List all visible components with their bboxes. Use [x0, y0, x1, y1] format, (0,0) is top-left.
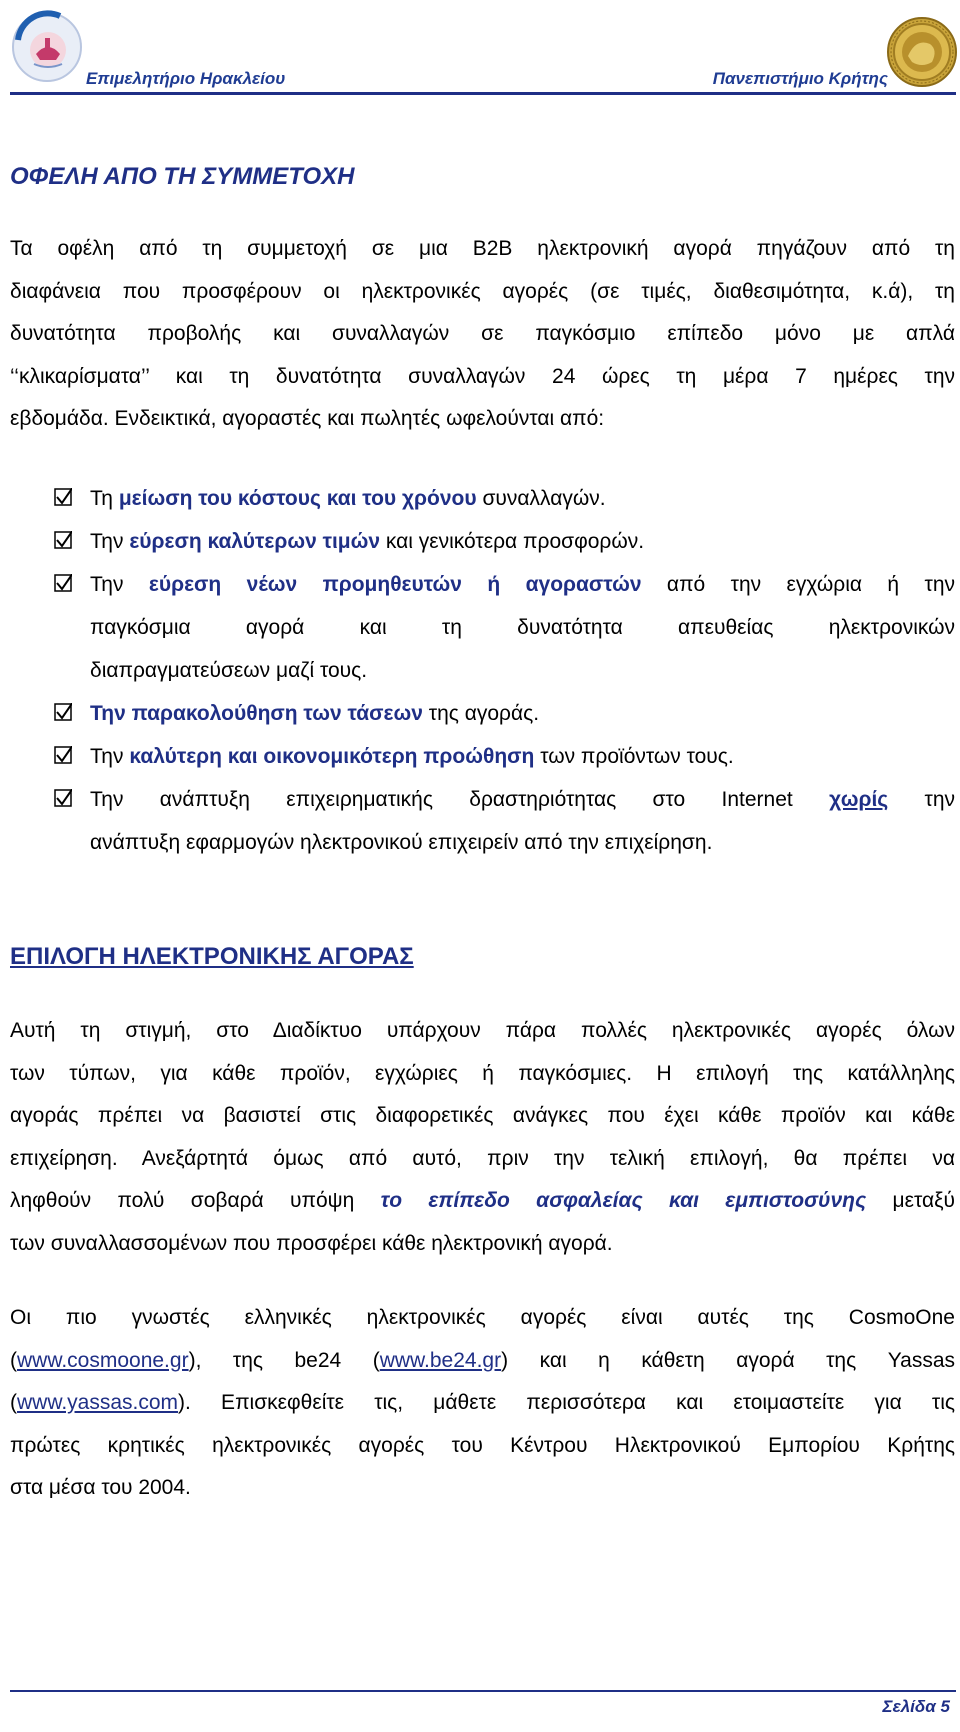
- bullet-text: Την: [90, 530, 130, 553]
- paragraph-text: ). Επισκεφθείτε τις, μάθετε περισσότερα και ετοιμαστείτε για τις: [178, 1391, 955, 1414]
- checkbox-checked-icon: [54, 574, 72, 592]
- paragraph-text: ληφθούν πολύ σοβαρά υπόψη: [10, 1189, 381, 1212]
- bullet-text: την: [888, 788, 956, 811]
- footer-rule: [10, 1690, 956, 1692]
- bullet-text: των προϊόντων τους.: [534, 745, 734, 768]
- list-item: [10, 563, 955, 692]
- list-item: [10, 477, 955, 520]
- list-item: [10, 735, 955, 778]
- paragraph-line: δυνατότητα προβολής και συναλλαγών σε παγκόσμιο επίπεδο μόνο με απλά: [10, 322, 955, 345]
- paragraph-line: επιχείρηση. Ανεξάρτητά όμως από αυτό, πριν την τελική επιλογή, θα πρέπει να: [10, 1146, 955, 1170]
- bullet-text: Την: [90, 573, 149, 596]
- section-heading-benefits: ΟΦΕΛΗ ΑΠΟ ΤΗ ΣΥΜΜΕΤΟΧΗ: [10, 163, 355, 190]
- cosmoone-link[interactable]: www.cosmoone.gr: [17, 1348, 189, 1372]
- paragraph-line: πρώτες κρητικές ηλεκτρονικές αγορές του Κέντρου Ηλεκτρονικού Εμπορίου Κρήτης: [10, 1433, 955, 1457]
- list-item: [10, 778, 955, 864]
- bullet-emphasis: μείωση του κόστους και του χρόνου: [118, 487, 477, 510]
- paragraph-emphasis: το επίπεδο ασφαλείας και εμπιστοσύνης: [380, 1189, 867, 1212]
- list-item: [10, 520, 955, 563]
- bullet-text: της αγοράς.: [422, 702, 540, 725]
- bullet-emphasis: εύρεση καλύτερων τιμών: [129, 530, 381, 553]
- checkbox-checked-icon: [54, 703, 72, 721]
- bullet-emphasis: καλύτερη και οικονομικότερη προώθηση: [129, 745, 535, 768]
- header-left-text: Επιμελητήριο Ηρακλείου: [86, 69, 286, 88]
- paragraph-line: Οι πιο γνωστές ελληνικές ηλεκτρονικές αγορές είναι αυτές της CosmoOne: [10, 1306, 955, 1329]
- bullet-text: Την: [90, 745, 130, 768]
- bullet-text: συναλλαγών.: [476, 487, 606, 510]
- bullet-emphasis: χωρίς: [829, 788, 889, 811]
- list-item: [10, 692, 955, 735]
- paragraph-line: των τύπων, για κάθε προϊόν, εγχώριες ή παγκόσμιες. Η επιλογή της κατάλληλης: [10, 1061, 955, 1085]
- be24-link[interactable]: www.be24.gr: [379, 1348, 502, 1372]
- yassas-link[interactable]: www.yassas.com: [17, 1391, 179, 1414]
- bullet-text: Την ανάπτυξη επιχειρηματικής δραστηριότητας στο Internet: [90, 788, 830, 811]
- page-number: Σελίδα 5: [882, 1697, 950, 1716]
- paragraph-text: (: [10, 1391, 17, 1414]
- paragraph-line: ‘‘κλικαρίσματα’’ και τη δυνατότητα συναλλαγών 24 ώρες τη μέρα 7 ημέρες την: [10, 364, 955, 388]
- bullet-text: ανάπτυξη εφαρμογών ηλεκτρονικού επιχειρείν από την επιχείρηση.: [90, 831, 713, 854]
- checkbox-checked-icon: [54, 789, 72, 807]
- paragraph-text: μεταξύ: [866, 1189, 955, 1212]
- header-rule: [10, 92, 956, 95]
- paragraph-text: (: [10, 1348, 17, 1372]
- paragraph-text: ), της be24 (: [188, 1348, 380, 1372]
- benefits-paragraph: [10, 228, 955, 441]
- markets-paragraph: [10, 1297, 955, 1510]
- chamber-logo-icon: [10, 10, 84, 84]
- bullet-text: παγκόσμια αγορά και τη δυνατότητα απευθείας ηλεκτρονικών: [90, 616, 955, 639]
- paragraph-line: διαφάνεια που προσφέρουν οι ηλεκτρονικές αγορές (σε τιμές, διαθεσιμότητα, κ.ά), τη: [10, 279, 955, 303]
- page-header: [10, 6, 958, 96]
- selection-paragraph: [10, 1010, 955, 1265]
- bullet-text: από την εγχώρια ή την: [641, 573, 956, 596]
- header-right-text: Πανεπιστήμιο Κρήτης: [712, 69, 888, 88]
- paragraph-line: Αυτή τη στιγμή, στο Διαδίκτυο υπάρχουν πάρα πολλές ηλεκτρονικές αγορές όλων: [10, 1019, 955, 1042]
- paragraph-line: αγοράς πρέπει να βασιστεί στις διαφορετικές ανάγκες που έχει κάθε προϊόν και κάθε: [10, 1104, 955, 1127]
- paragraph-line: των συναλλασσομένων που προσφέρει κάθε ηλεκτρονική αγορά.: [10, 1231, 613, 1255]
- checkbox-checked-icon: [54, 746, 72, 764]
- checkbox-checked-icon: [54, 488, 72, 506]
- bullet-text: διαπραγματεύσεων μαζί τους.: [90, 659, 368, 682]
- paragraph-line: εβδομάδα. Ενδεικτικά, αγοραστές και πωλητές ωφελούνται από:: [10, 407, 605, 430]
- university-seal-icon: [886, 16, 958, 88]
- paragraph-text: ) και η κάθετη αγορά της Yassas: [501, 1348, 956, 1372]
- paragraph-line: στα μέσα του 2004.: [10, 1476, 191, 1499]
- bullet-emphasis: εύρεση νέων προμηθευτών ή αγοραστών: [148, 573, 642, 596]
- bullet-text: Τη: [90, 487, 119, 510]
- section-heading-selection: ΕΠΙΛΟΓΗ ΗΛΕΚΤΡΟΝΙΚΗΣ ΑΓΟΡΑΣ: [10, 943, 414, 970]
- paragraph-line: Τα οφέλη από τη συμμετοχή σε μια B2B ηλεκτρονική αγορά πηγάζουν από τη: [10, 237, 955, 260]
- bullet-text: και γενικότερα προσφορών.: [380, 530, 645, 553]
- checkbox-checked-icon: [54, 531, 72, 549]
- bullet-emphasis: Την παρακολούθηση των τάσεων: [90, 702, 423, 725]
- benefits-list: [10, 477, 955, 864]
